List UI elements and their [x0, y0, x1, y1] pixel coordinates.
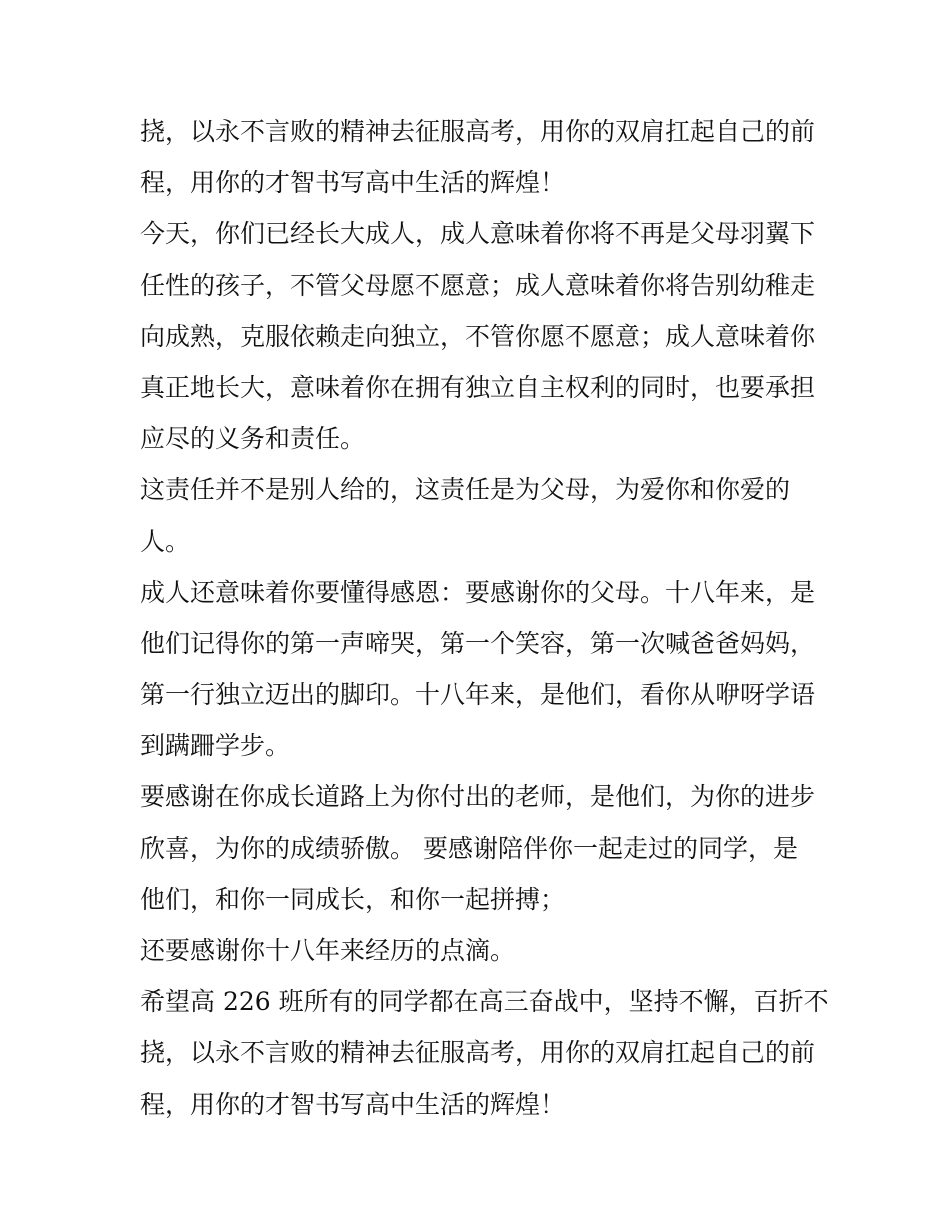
- text-line: 程，用你的才智书写高中生活的辉煌！: [140, 1089, 566, 1119]
- text-line: 他们记得你的第一声啼哭，第一个笑容，第一次喊爸爸妈妈，: [140, 628, 816, 658]
- text-line: 真正地长大，意味着你在拥有独立自主权利的同时，也要承担: [140, 372, 816, 402]
- text-line: 人。: [140, 526, 191, 556]
- text-line: 挠，以永不言败的精神去征服高考，用你的双肩扛起自己的前: [140, 1038, 816, 1068]
- text-line: 希望高 226 班所有的同学都在高三奋战中，坚持不懈，百折不: [140, 987, 829, 1017]
- text-line: 欣喜，为你的成绩骄傲。 要感谢陪伴你一起走过的同学，是: [140, 833, 798, 863]
- text-line: 要感谢在你成长道路上为你付出的老师，是他们，为你的进步: [140, 782, 816, 812]
- text-line: 第一行独立迈出的脚印。十八年来，是他们，看你从咿呀学语: [140, 680, 816, 710]
- text-line: 向成熟，克服依赖走向独立，不管你愿不愿意；成人意味着你: [140, 321, 816, 351]
- text-line: 程，用你的才智书写高中生活的辉煌！: [140, 168, 566, 198]
- text-line: 挠，以永不言败的精神去征服高考，用你的双肩扛起自己的前: [140, 117, 816, 146]
- text-line: 他们，和你一同成长，和你一起拼搏；: [140, 884, 566, 914]
- text-line: 到蹒跚学步。: [140, 731, 291, 761]
- text-line: 成人还意味着你要懂得感恩：要感谢你的父母。十八年来，是: [140, 577, 816, 607]
- text-line: 任性的孩子，不管父母愿不愿意；成人意味着你将告别幼稚走: [140, 270, 816, 300]
- text-line: 还要感谢你十八年来经历的点滴。: [140, 936, 516, 965]
- body-text: [140, 106, 829, 1130]
- text-line: 今天，你们已经长大成人，成人意味着你将不再是父母羽翼下: [140, 219, 816, 249]
- text-line: 应尽的义务和责任。: [140, 424, 366, 454]
- text-line: 这责任并不是别人给的，这责任是为父母，为爱你和你爱的: [140, 475, 791, 505]
